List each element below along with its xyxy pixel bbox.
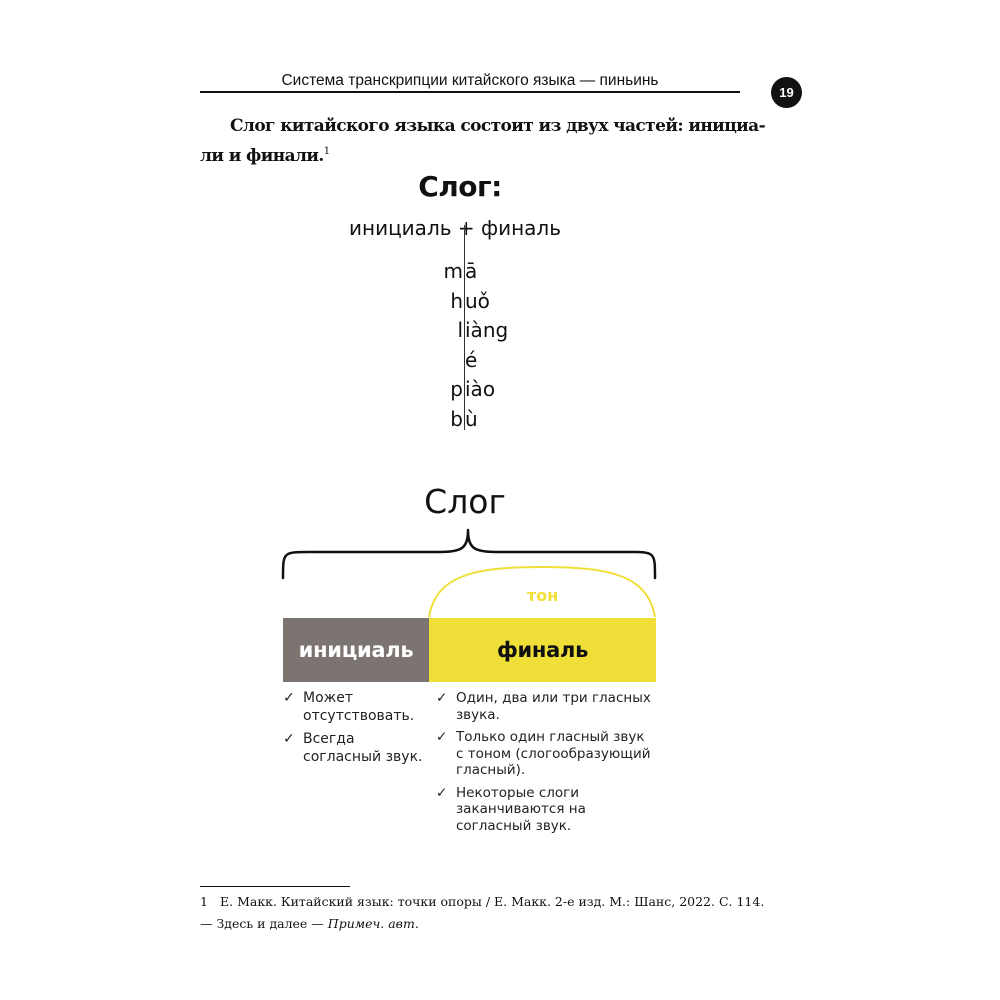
syllable-structure-title: Слог: [418,170,502,203]
final-point-text: Только один гласный звук с тоном (слогообразующий гласный). [456,729,651,778]
intro-line-1: Слог китайского языка состоит из двух частей: инициа- [230,116,766,136]
example-initial: b [450,407,463,431]
footnote-text: Е. Макк. Китайский язык: точки опоры / Е. Макк. 2-е изд. М.: Шанс, 2022. С. 114. — Здесь и далее — [200,894,765,931]
list-item [283,690,433,725]
footnote [200,891,770,935]
list-item [436,785,656,835]
example-initial: m [443,259,463,283]
list-item [436,690,656,723]
final-point-text: Некоторые слоги заканчиваются на согласный звук. [456,784,586,834]
example-initial: l [457,318,463,342]
footnote-number: 1 [200,894,208,909]
example-final: uǒ [465,289,490,313]
footnote-author-note: Примеч. авт. [327,916,419,931]
check-icon: ✓ [436,690,448,706]
example-final: iàng [465,318,509,342]
final-point-text: Один, два или три гласных звука. [456,690,651,723]
initial-point-text: Может отсутствовать. [303,690,415,724]
diagram-syllable-label: Слог [424,482,506,521]
example-final: iào [465,377,496,401]
example-initial: h [450,289,463,313]
final-box: финаль [429,618,656,682]
initial-box: инициаль [283,618,429,682]
check-icon: ✓ [283,731,295,747]
example-final: é [465,348,478,372]
tone-label: тон [526,586,559,605]
list-item [436,729,656,779]
syllable-formula: инициаль + финаль [349,216,561,240]
example-final: ù [465,407,478,431]
check-icon: ✓ [436,784,448,801]
final-properties-list [436,690,656,840]
example-initial: p [450,377,463,401]
page-number-badge: 19 [771,77,802,108]
running-header-title: Система транскрипции китайского языка — пиньинь [281,72,659,89]
list-item [283,731,433,766]
footnote-rule [200,886,350,887]
initial-point-text: Всегда согласный звук. [303,731,423,765]
check-icon: ✓ [436,729,448,745]
initial-properties-list [283,690,433,772]
example-final: ā [465,259,478,283]
intro-line-2-text: ли и финали. [200,146,324,166]
check-icon: ✓ [283,690,295,706]
footnote-reference[interactable]: 1 [323,146,331,157]
